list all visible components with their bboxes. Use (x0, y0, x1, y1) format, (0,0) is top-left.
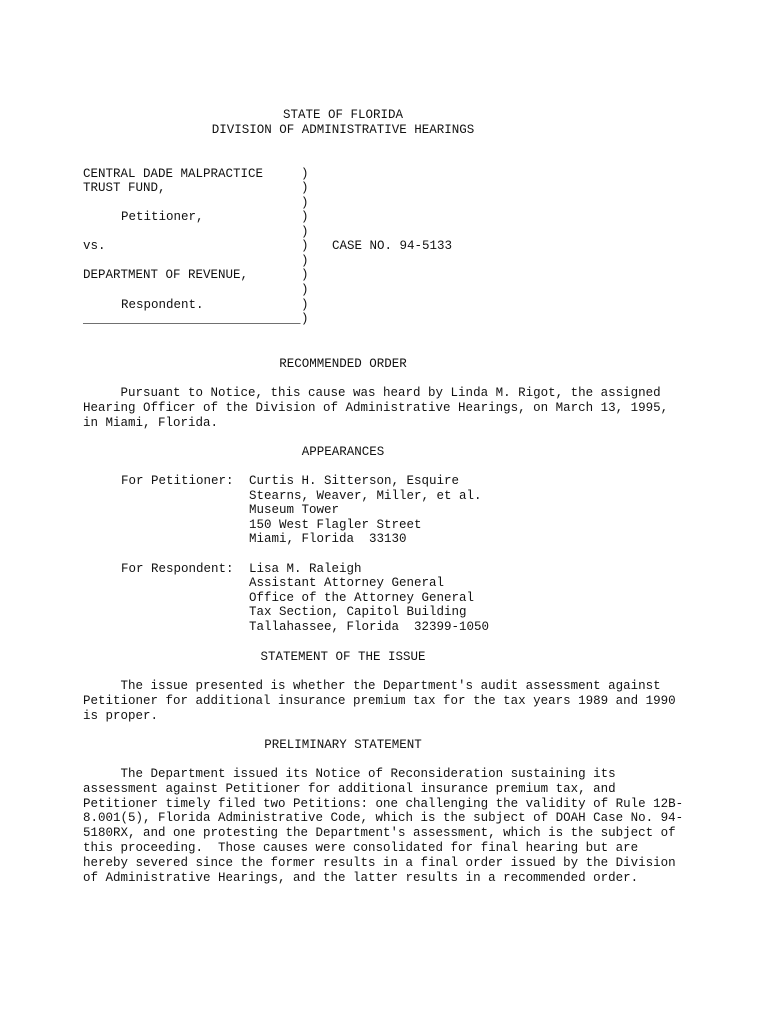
intro-paragraph: Pursuant to Notice, this cause was heard by Linda M. Rigot, the assigned Hearing Officer of the Division of Administrative Hearings, on March 13, 1995, in Miami, Florida. (83, 386, 669, 430)
issue-paragraph: The issue presented is whether the Department's audit assessment against Petitioner for additional insurance premium tax for the tax years 1989 and 1990 is proper. (83, 679, 676, 723)
petitioner-appearance-label: For Petitioner: (121, 474, 234, 488)
caption-paren: ) (301, 254, 309, 268)
respondent-appearance-label: For Respondent: (121, 562, 234, 576)
order-title: RECOMMENDED ORDER (279, 357, 407, 371)
petitioner-counsel-line: Curtis H. Sitterson, Esquire (249, 474, 460, 488)
respondent-counsel-line: Tax Section, Capitol Building (249, 605, 467, 619)
issue-heading: STATEMENT OF THE ISSUE (260, 650, 426, 664)
petitioner-counsel-line: Miami, Florida 33130 (249, 532, 407, 546)
respondent-counsel-line: Lisa M. Raleigh (249, 562, 362, 576)
respondent-name: DEPARTMENT OF REVENUE, (83, 268, 249, 282)
caption-paren: ) (301, 298, 309, 312)
header-division: DIVISION OF ADMINISTRATIVE HEARINGS (211, 123, 475, 137)
respondent-label: Respondent. (121, 298, 204, 312)
versus-label: vs. (83, 239, 106, 253)
header-state: STATE OF FLORIDA (282, 108, 404, 122)
preliminary-heading: PRELIMINARY STATEMENT (264, 738, 422, 752)
petitioner-name-line-1: CENTRAL DADE MALPRACTICE (83, 167, 264, 181)
caption-paren: ) (301, 181, 309, 195)
petitioner-counsel-line: 150 West Flagler Street (249, 518, 422, 532)
caption-paren: ) (301, 225, 309, 239)
caption-paren: ) (301, 239, 309, 253)
caption-paren: ) (301, 196, 309, 210)
case-number: CASE NO. 94-5133 (332, 239, 453, 253)
respondent-counsel-line: Assistant Attorney General (249, 576, 445, 590)
respondent-counsel-line: Tallahassee, Florida 32399-1050 (249, 620, 490, 634)
caption-paren: ) (301, 312, 309, 326)
petitioner-name-line-2: TRUST FUND, (83, 181, 166, 195)
caption-paren: ) (301, 268, 309, 282)
appearances-heading: APPEARANCES (301, 445, 385, 459)
caption-paren: ) (301, 167, 309, 181)
caption-underline: _____________________________ (83, 312, 301, 326)
petitioner-counsel-line: Stearns, Weaver, Miller, et al. (249, 489, 482, 503)
petitioner-counsel-line: Museum Tower (249, 503, 340, 517)
preliminary-paragraph: The Department issued its Notice of Reconsideration sustaining its assessment against Petitioner for additional insurance premium tax, and Petitioner timely filed two Petitions: one challenging the validity of Rule 12B- 8.001(5), Florida Administrative Code, which is the subject of DOAH Case No. 94- 5180RX, and one protesting the Department's assessment, which is the subject of this proceeding. Those causes were consolidated for final hearing but are hereby severed since the former results in a final order issued by the Division of Administrative Hearings, and the latter results in a recommended order. (83, 767, 684, 885)
respondent-counsel-line: Office of the Attorney General (249, 591, 475, 605)
caption-paren: ) (301, 283, 309, 297)
petitioner-label: Petitioner, (121, 210, 204, 224)
caption-paren: ) (301, 210, 309, 224)
